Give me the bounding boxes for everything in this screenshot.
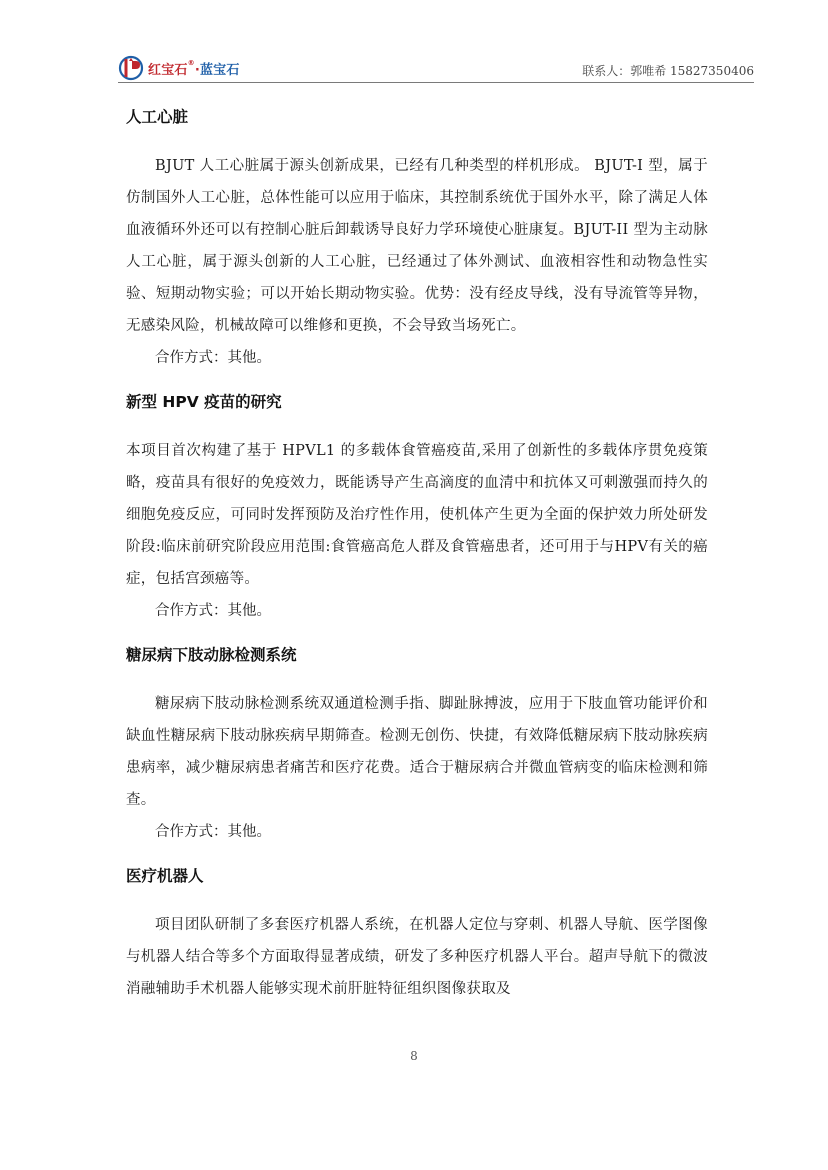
header-divider	[118, 82, 754, 83]
section-diabetes-artery-detection	[126, 642, 708, 848]
contact-info: 联系人：郭唯希 15827350406	[582, 64, 754, 78]
section-title: 新型 HPV 疫苗的研究	[126, 393, 282, 411]
cooperation-mode: 合作方式：其他。	[155, 603, 271, 619]
company-logo	[118, 55, 240, 81]
section-hpv-vaccine	[126, 389, 708, 627]
section-paragraph: 项目团队研制了多套医疗机器人系统，在机器人定位与穿刺、机器人导航、医学图像与机器人结合等多个方面取得显著成绩，研发了多种医疗机器人平台。超声导航下的微波消融辅助手术机器人能够实现术前肝脏特征组织图像获取及	[126, 917, 708, 997]
section-title: 糖尿病下肢动脉检测系统	[126, 646, 297, 664]
section-paragraph: 本项目首次构建了基于 HPVL1 的多载体食管癌疫苗,采用了创新性的多载体序贯免疫策略，疫苗具有很好的免疫效力，既能诱导产生高滴度的血清中和抗体又可刺激强而持久的细胞免疫反应，可同时发挥预防及治疗性作用，使机体产生更为全面的保护效力所处研发阶段:临床前研究阶段应用范围:食管癌高危人群及食管癌患者，还可用于与HPV有关的癌症，包括宫颈癌等。	[126, 443, 708, 587]
section-title: 人工心脏	[126, 108, 189, 126]
cooperation-mode: 合作方式：其他。	[155, 824, 271, 840]
logo-text: 红宝石®·蓝宝石	[148, 58, 240, 78]
cooperation-mode: 合作方式：其他。	[155, 350, 271, 366]
section-paragraph: BJUT 人工心脏属于源头创新成果，已经有几种类型的样机形成。 BJUT-I 型，属于仿制国外人工心脏，总体性能可以应用于临床，其控制系统优于国外水平，除了满足人体血液循环外还可以有控制心脏后卸载诱导良好力学环境使心脏康复。BJUT-II 型为主动脉人工心脏，属于源头创新的人工心脏，已经通过了体外测试、血液相容性和动物急性实验、短期动物实验；可以开始长期动物实验。优势：没有经皮导线，没有导流管等异物，无感染风险，机械故障可以维修和更换，不会导致当场死亡。	[126, 158, 708, 334]
page-header	[118, 55, 754, 83]
page-number: 8	[410, 1049, 418, 1063]
logo-mark-icon	[118, 55, 144, 81]
section-paragraph: 糖尿病下肢动脉检测系统双通道检测手指、脚趾脉搏波，应用于下肢血管功能评价和缺血性糖尿病下肢动脉疾病早期筛查。检测无创伤、快捷，有效降低糖尿病下肢动脉疾病患病率，减少糖尿病患者痛苦和医疗花费。适合于糖尿病合并微血管病变的临床检测和筛查。	[126, 696, 708, 808]
document-body	[126, 104, 708, 1005]
section-artificial-heart	[126, 104, 708, 374]
section-medical-robot	[126, 863, 708, 1005]
section-title: 医疗机器人	[126, 867, 204, 885]
